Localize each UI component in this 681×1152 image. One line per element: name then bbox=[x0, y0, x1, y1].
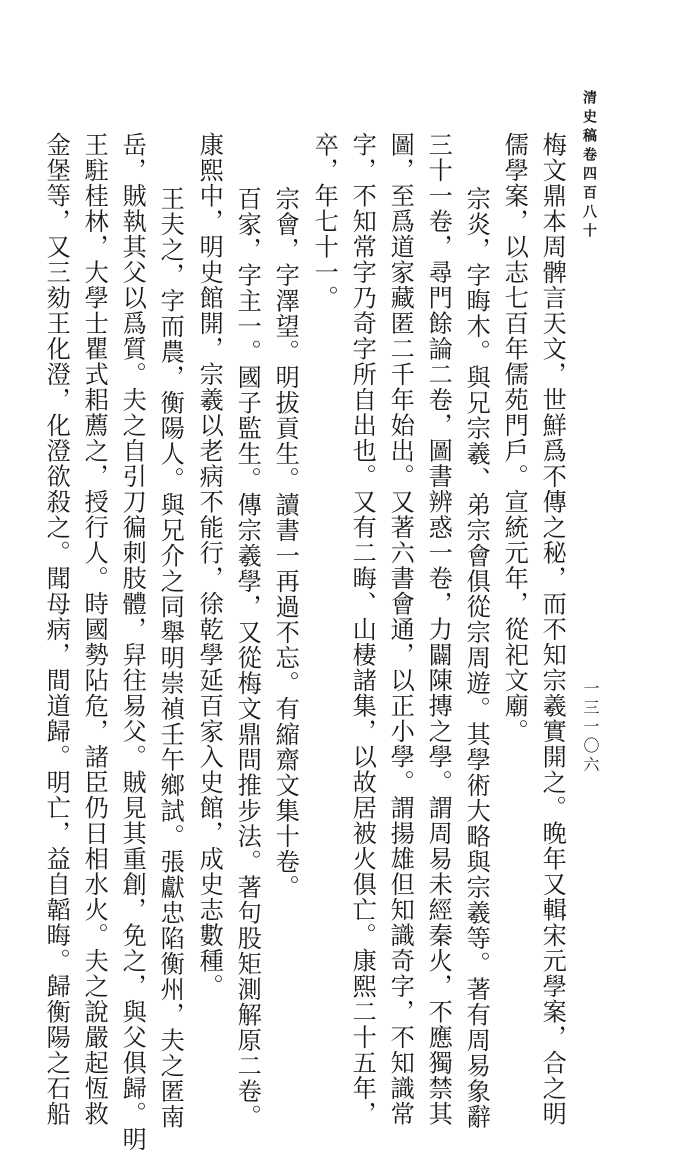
text-line-5: 圖，至爲道家藏匿二千年始出。又著六書會通，以正小學。謂揚雄但知識奇字，不知識常 bbox=[386, 132, 415, 1127]
text-line-12: 岳，賊執其父以爲質。夫之自引刀徧刺肢體，舁往易父。賊見其重創，免之，與父俱歸。明 bbox=[118, 132, 147, 1152]
text-line-7: 卒，年七十一。 bbox=[310, 132, 339, 311]
text-line-8: 宗會，字澤望。明拔貢生。讀書一再過不忘。有縮齋文集十卷。 bbox=[271, 186, 300, 900]
text-line-2: 儒學案，以志七百年儒苑門戶。宣統元年，從祀文廟。 bbox=[500, 132, 529, 744]
text-line-4: 三十一卷，尋門餘論二卷，圖書辨惑一卷，力闢陳摶之學。謂周易未經秦火，不應獨禁其 bbox=[424, 132, 453, 1127]
text-line-6: 字，不知常字乃奇字所自出也。又有二晦、山棲諸集，以故居被火俱亡。康熙二十五年， bbox=[348, 132, 377, 1127]
page-number: 一三一〇六 bbox=[581, 680, 600, 775]
text-line-13: 王駐桂林，大學士瞿式耜薦之，授行人。時國勢阽危，諸臣仍日相水火。夫之說嚴起恆救 bbox=[80, 132, 109, 1127]
text-line-9: 百家，字主一。國子監生。傳宗羲學，又從梅文鼎問推步法。著句股矩測解原二卷。 bbox=[233, 186, 262, 1130]
text-line-10: 康熙中，明史館開，宗羲以老病不能行，徐乾學延百家入史館，成史志數種。 bbox=[195, 132, 224, 999]
text-line-3: 宗炎，字晦木。與兄宗羲、弟宗會俱從宗周遊。其學術大略與宗羲等。著有周易象辭 bbox=[462, 186, 491, 1130]
text-line-11: 王夫之，字而農，衡陽人。與兄介之同舉明崇禎壬午鄉試。張獻忠陷衡州，夫之匿南 bbox=[156, 186, 185, 1130]
text-line-1: 梅文鼎本周髀言天文，世鮮爲不傳之秘，而不知宗羲實開之。晚年又輯宋元學案，合之明 bbox=[538, 132, 567, 1127]
running-head-title: 清史稿卷四百八十 bbox=[581, 90, 597, 242]
text-line-14: 金堡等，又三劾王化澄，化澄欲殺之。聞母病，間道歸。明亡，益自韜晦。歸衡陽之石船 bbox=[42, 132, 71, 1127]
